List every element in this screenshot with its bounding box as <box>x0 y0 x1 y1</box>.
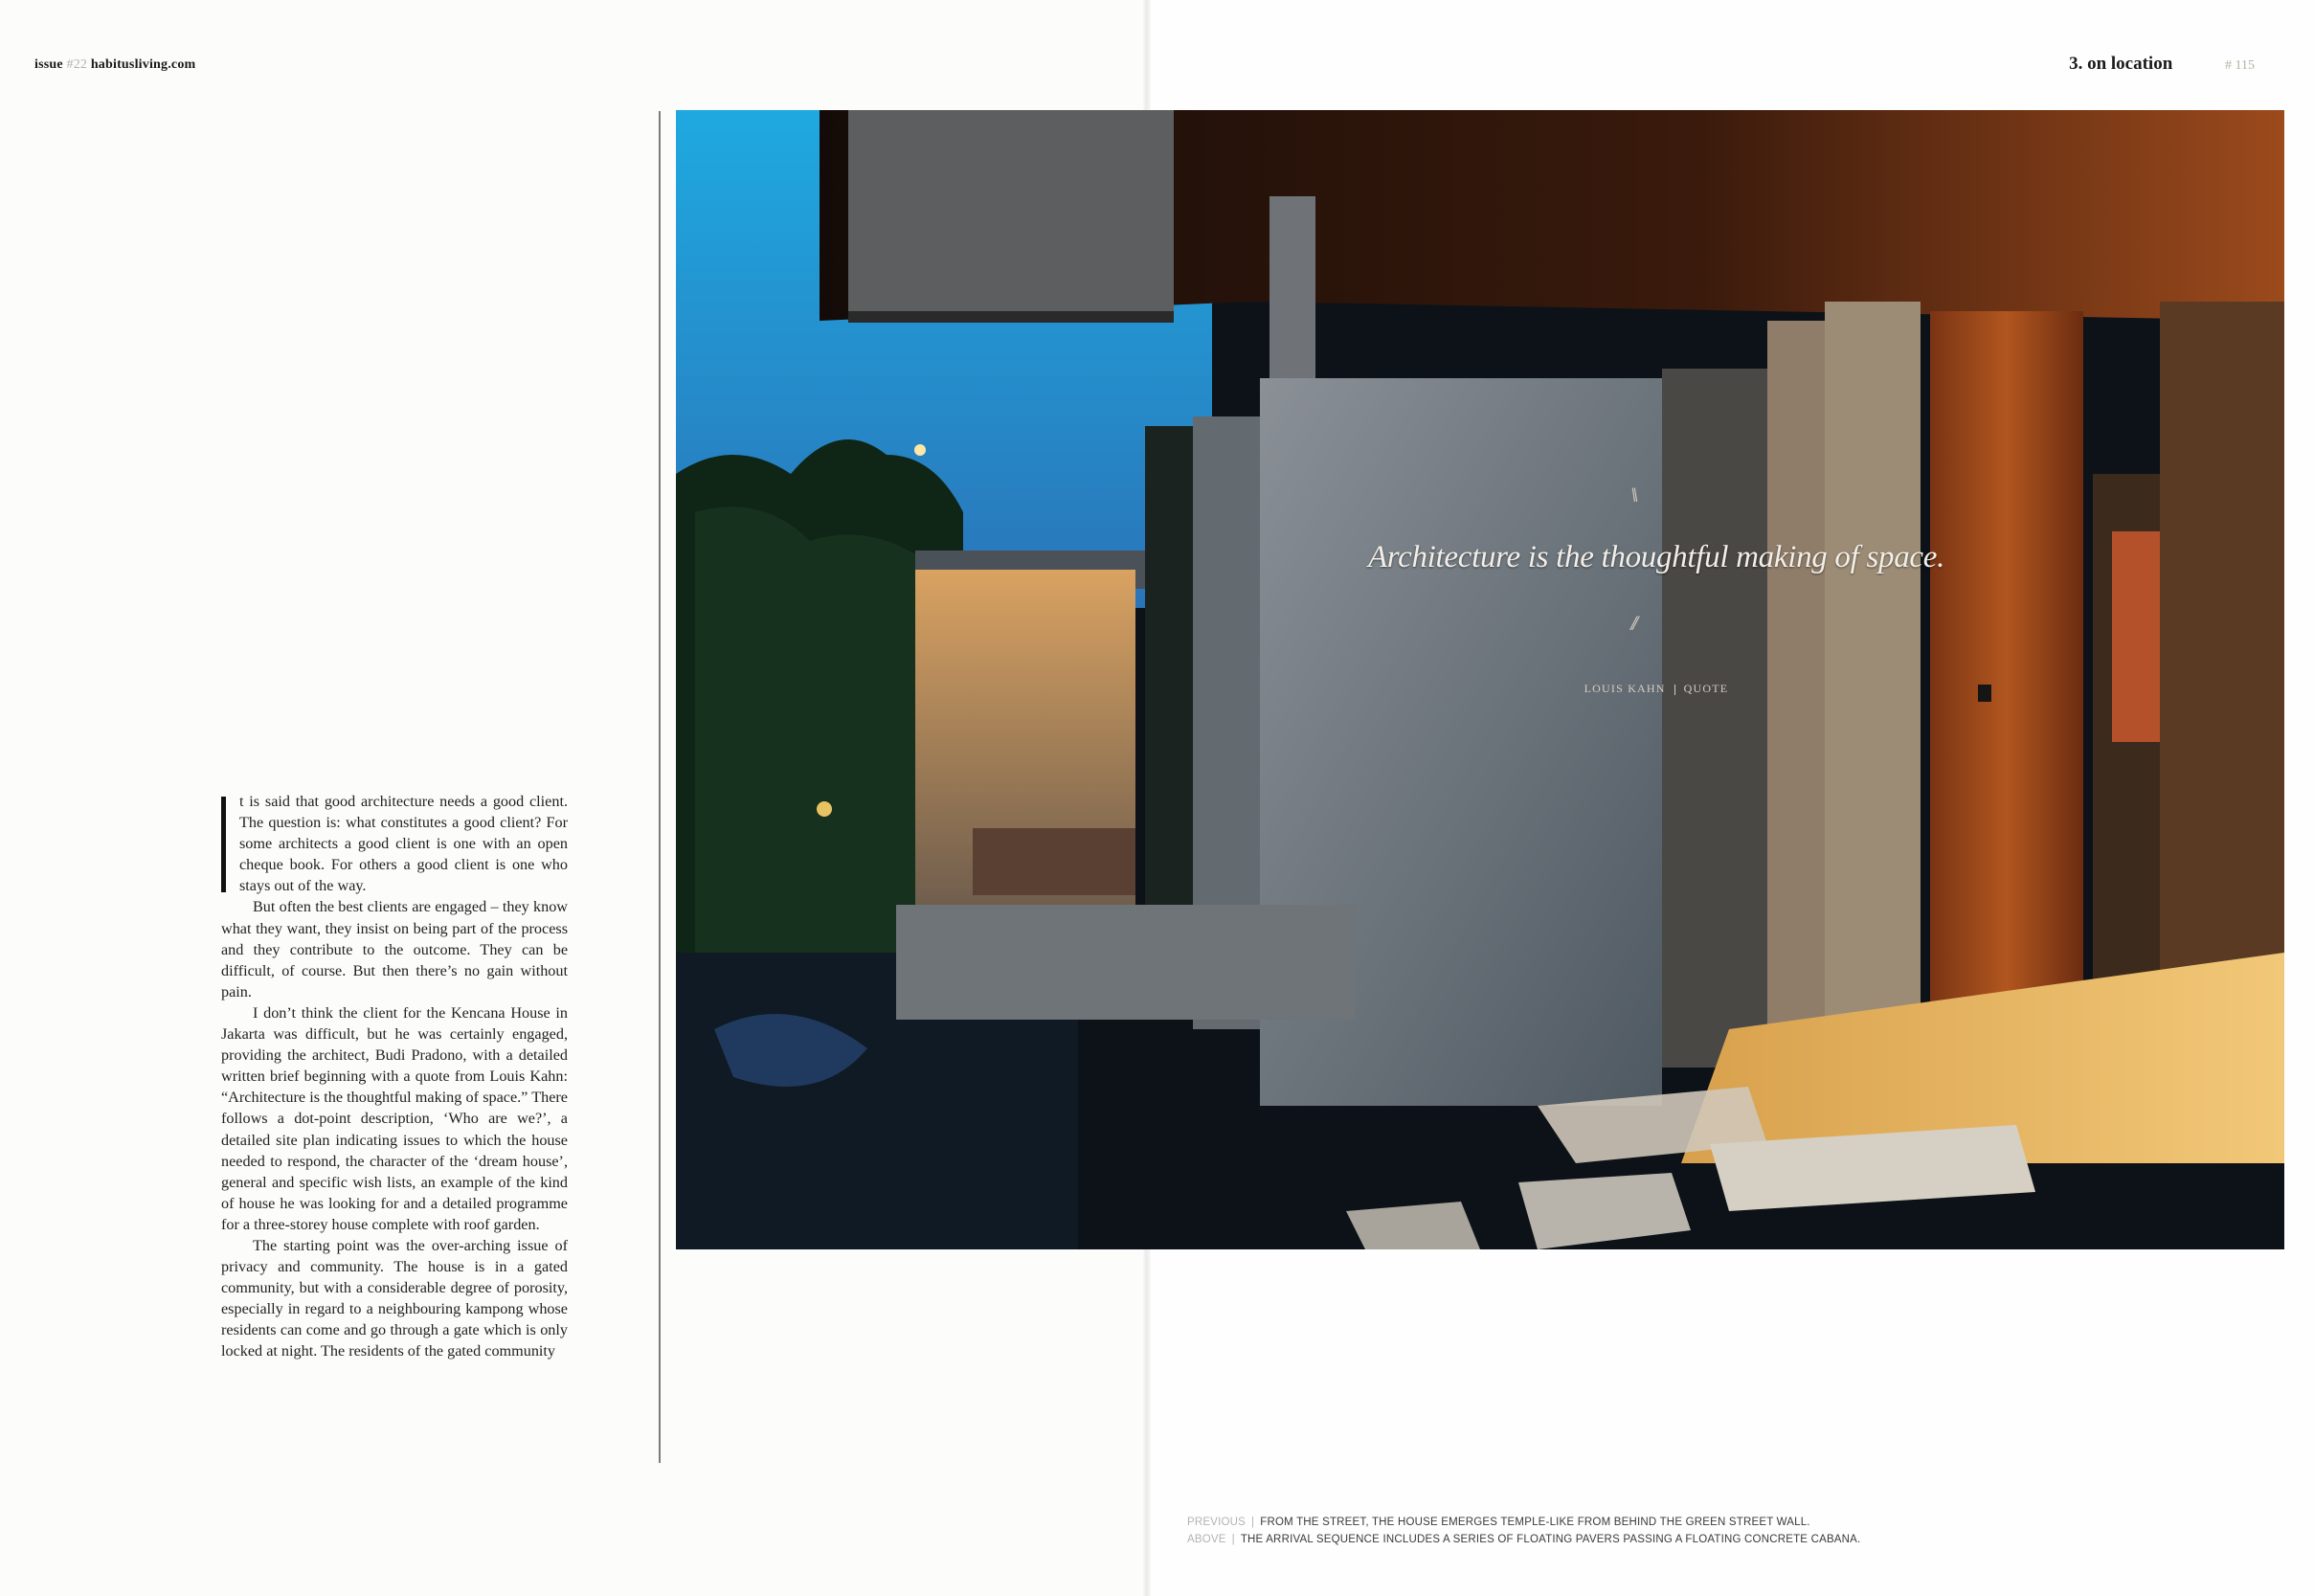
column-rule <box>659 111 661 1463</box>
folio-issue-number: #22 <box>66 57 88 72</box>
caption-label: PREVIOUS <box>1187 1517 1247 1528</box>
drop-cap-bar <box>221 797 226 892</box>
page-number: # 115 <box>2225 58 2255 73</box>
article-paragraph: But often the best clients are engaged – they know what they want, they insist on being part of the process and they contribute to the outcome. They can be difficult, of course. But then there’s no gain without pain. <box>221 898 568 1000</box>
folio-left <box>34 57 195 73</box>
caption-divider: | <box>1251 1517 1255 1528</box>
quote-close-mark: // <box>1630 611 1635 635</box>
photo-captions <box>1187 1514 1860 1548</box>
folio-issue: issue <box>34 57 63 72</box>
section-title: 3. on location <box>2069 54 2173 74</box>
caption-text: FROM THE STREET, THE HOUSE EMERGES TEMPLE-LIKE FROM BEHIND THE GREEN STREET WALL. <box>1260 1517 1810 1528</box>
quote-text: Architecture is the thoughtful making of space. <box>1367 540 1945 574</box>
folio-site: habitusliving.com <box>90 57 196 72</box>
article-paragraph: t is said that good architecture needs a good client. The question is: what constitutes a good client? For some architects a good client is one with an open cheque book. For others a good client is one who stays out of the way. <box>239 793 568 895</box>
article-paragraph: I don’t think the client for the Kencana House in Jakarta was difficult, but he was certainly engaged, providing the architect, Budi Pradono, with a detailed written brief beginning with a quote from Louis Kahn: “Architecture is the thoughtful making of space.” There follows a dot-point description, ‘Who are we?’, a detailed site plan indicating issues to which the house needed to respond, the character of the ‘dream house’, general and specific wish lists, an example of the kind of house he was looking for and a detailed programme for a three-storey house complete with roof garden. <box>221 1003 568 1233</box>
article-paragraph: The starting point was the over-arching issue of privacy and community. The house is in a gated community, but with a considerable degree of porosity, especially in regard to a neighbouring kampong whose residents can come and go through a gate which is only locked at night. The residents of the gated community <box>221 1236 568 1360</box>
article-body <box>221 791 568 1362</box>
quote-author: LOUIS KAHN <box>1584 682 1666 695</box>
folio-right <box>2069 54 2255 75</box>
caption-line <box>1187 1514 1860 1531</box>
caption-label: ABOVE <box>1187 1534 1226 1545</box>
feature-photo <box>676 110 2284 1249</box>
quote-open-mark: \\ <box>1630 483 1635 506</box>
quote-label: QUOTE <box>1683 682 1729 695</box>
attribution-divider <box>1674 685 1675 695</box>
caption-line <box>1187 1531 1860 1548</box>
quote-attribution <box>1321 682 1991 696</box>
caption-divider: | <box>1231 1534 1235 1545</box>
caption-text: THE ARRIVAL SEQUENCE INCLUDES A SERIES OF FLOATING PAVERS PASSING A FLOATING CONCRETE CABANA. <box>1240 1534 1861 1545</box>
